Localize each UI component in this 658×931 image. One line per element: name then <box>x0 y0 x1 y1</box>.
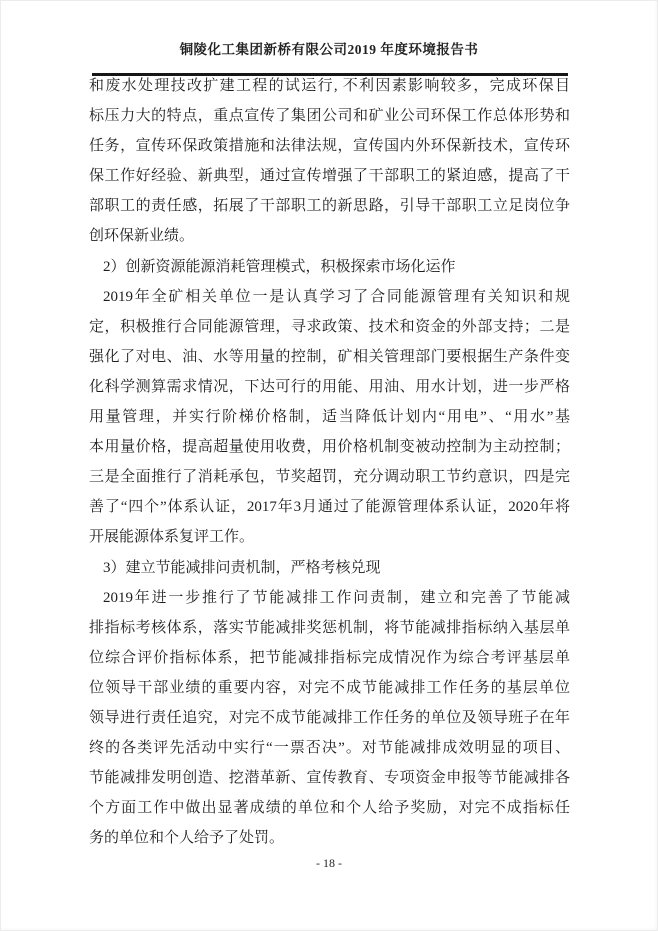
text-line: 2019年进一步推行了节能减排工作问责制，建立和完善了节能减 <box>103 589 570 606</box>
text-line: 三是全面推行了消耗承包，节奖超罚，充分调动职工节约意识，四是完 <box>89 469 570 486</box>
text-line: 定，积极推行合同能源管理，寻求政策、技术和资金的外部支持；二是 <box>89 318 570 335</box>
text-line: 标压力大的特点，重点宣传了集团公司和矿业公司环保工作总体形势和 <box>89 108 570 125</box>
text-line: 务的单位和个人给予了处罚。 <box>89 830 285 847</box>
text-line: 位领导干部业绩的重要内容，对完不成节能减排工作任务的基层单位 <box>89 679 570 696</box>
text-line: 部职工的责任感，拓展了干部职工的新思路，引导干部职工立足岗位争 <box>89 198 570 215</box>
text-line: 任务，宣传环保政策措施和法律法规，宣传国内外环保新技术，宣传环 <box>89 138 570 155</box>
text-line: 用量管理，并实行阶梯价格制，适当降低计划内“用电”、“用水”基 <box>89 409 570 426</box>
document-body <box>89 71 570 853</box>
text-line: 终的各类评先活动中实行“一票否决”。对节能减排成效明显的项目、 <box>89 740 570 757</box>
page-header <box>0 38 658 58</box>
text-line: 个方面工作中做出显著成绩的单位和个人给予奖励，对完不成指标任 <box>89 800 570 817</box>
text-line: 保工作好经验、新典型，通过宣传增强了干部职工的紧迫感，提高了干 <box>89 168 570 185</box>
section-heading: 3）建立节能减排问责机制，严格考核兑现 <box>103 559 381 576</box>
text-line: 本用量价格，提高超量使用收费，用价格机制变被动控制为主动控制； <box>89 439 570 456</box>
text-line: 创环保新业绩。 <box>89 228 195 245</box>
page-number: - 18 - <box>316 856 342 870</box>
text-line: 强化了对电、油、水等用量的控制，矿相关管理部门要根据生产条件变 <box>89 348 570 365</box>
text-line: 2019年全矿相关单位一是认真学习了合同能源管理有关知识和规 <box>103 288 570 305</box>
document-title: 铜陵化工集团新桥有限公司2019 年度环境报告书 <box>179 42 479 57</box>
text-line: 节能减排发明创造、挖潜革新、宣传教育、专项资金申报等节能减排各 <box>89 770 570 787</box>
text-line: 排指标考核体系，落实节能减排奖惩机制，将节能减排指标纳入基层单 <box>89 619 570 636</box>
page-footer <box>0 856 658 871</box>
text-line: 和废水处理技改扩建工程的试运行, 不利因素影响较多，完成环保目 <box>89 78 570 94</box>
text-line: 领导进行责任追究，对完不成节能减排工作任务的单位及领导班子在年 <box>89 709 570 726</box>
section-heading: 2）创新资源能源消耗管理模式，积极探索市场化运作 <box>103 258 456 275</box>
text-line: 开展能源体系复评工作。 <box>89 529 255 546</box>
text-line: 位综合评价指标体系，把节能减排指标完成情况作为综合考评基层单 <box>89 649 570 666</box>
text-line: 化科学测算需求情况，下达可行的用能、用油、用水计划，进一步严格 <box>89 378 570 395</box>
text-line: 善了“四个”体系认证，2017年3月通过了能源管理体系认证，2020年将 <box>89 499 570 516</box>
